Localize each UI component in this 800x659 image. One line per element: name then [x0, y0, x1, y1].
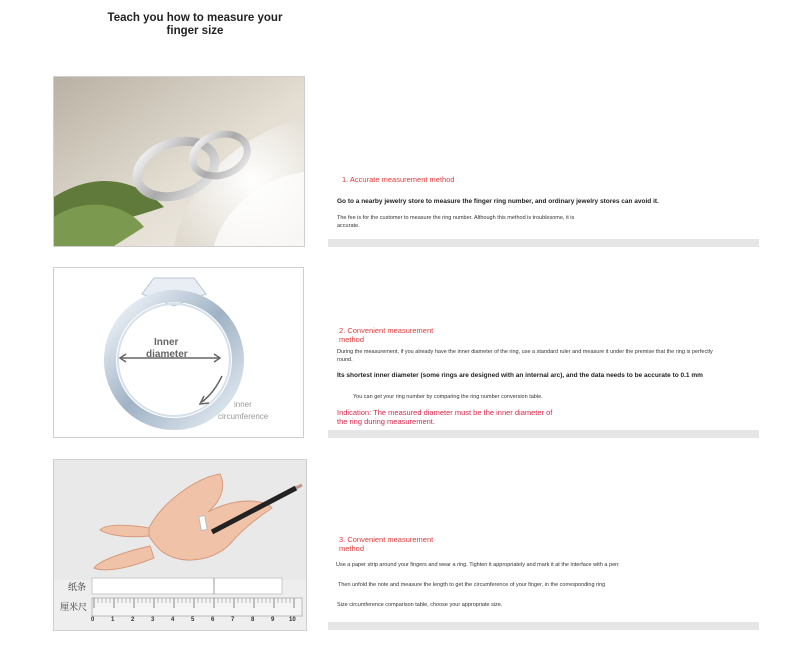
ruler-number: 2: [131, 617, 135, 623]
section2-line2: Its shortest inner diameter (some rings are designed with an internal arc), and the data needs to be accurate to 0.1 mm: [337, 372, 703, 379]
page-title: Teach you how to measure your finger size: [107, 12, 283, 37]
ruler-number: 6: [211, 617, 215, 623]
inner-circumference-label-2: circumference: [218, 412, 269, 421]
ruler-number: 10: [289, 617, 296, 623]
section2-line1: During the measurement, if you already have the inner diameter of the ring, use a standard ruler and measure it under the premise that the ring is perfectly round.: [337, 349, 713, 363]
inner-label: Inner: [154, 337, 179, 348]
ruler-number: 4: [171, 617, 175, 623]
section2-heading: 2. Convenient measurement method: [339, 326, 434, 344]
section3-heading: 3. Convenient measurement method: [339, 535, 434, 553]
ruler-numbers: [90, 617, 307, 627]
ruler-number: 8: [251, 617, 255, 623]
ruler-number: 5: [191, 617, 195, 623]
ruler-number: 0: [91, 617, 95, 623]
section2-line3: You can get your ring number by comparing the ring number conversion table.: [353, 394, 543, 400]
hand-ruler-figure: [53, 459, 307, 631]
section2-divider: [328, 430, 759, 438]
section1-heading: 1. Accurate measurement method: [342, 175, 455, 184]
section1-divider: [328, 239, 759, 247]
paper-strip-label: 纸条: [68, 583, 87, 593]
ruler-number: 1: [111, 617, 115, 623]
section1-line1: Go to a nearby jewelry store to measure the finger ring number, and ordinary jewelry stores can avoid it.: [337, 198, 659, 205]
ring-diagram-figure: [53, 267, 304, 438]
wedding-rings-photo: [53, 76, 305, 247]
inner-circumference-label-1: inner: [234, 400, 252, 409]
diameter-label: diameter: [146, 349, 188, 360]
section2-indication: Indication: The measured diameter must be the inner diameter of the ring during measurement.: [337, 408, 553, 426]
section1-line2: The fee is for the customer to measure the ring number. Although this method is troublesome, it is accurate.: [337, 215, 575, 229]
section3-line1: Use a paper strip around your fingers and wear a ring. Tighten it appropriately and mark it at the interface with a pen:: [336, 562, 620, 568]
ruler-number: 9: [271, 617, 275, 623]
section3-divider: [328, 622, 759, 630]
section3-line3: Size circumference comparison table, choose your appropriate size.: [337, 602, 503, 608]
ruler-label: 厘米尺: [60, 603, 88, 613]
section3-line2: Then unfold the note and measure the length to get the circumference of your finger, in the corresponding ring: [338, 582, 606, 588]
ruler-number: 3: [151, 617, 155, 623]
ruler-number: 7: [231, 617, 235, 623]
